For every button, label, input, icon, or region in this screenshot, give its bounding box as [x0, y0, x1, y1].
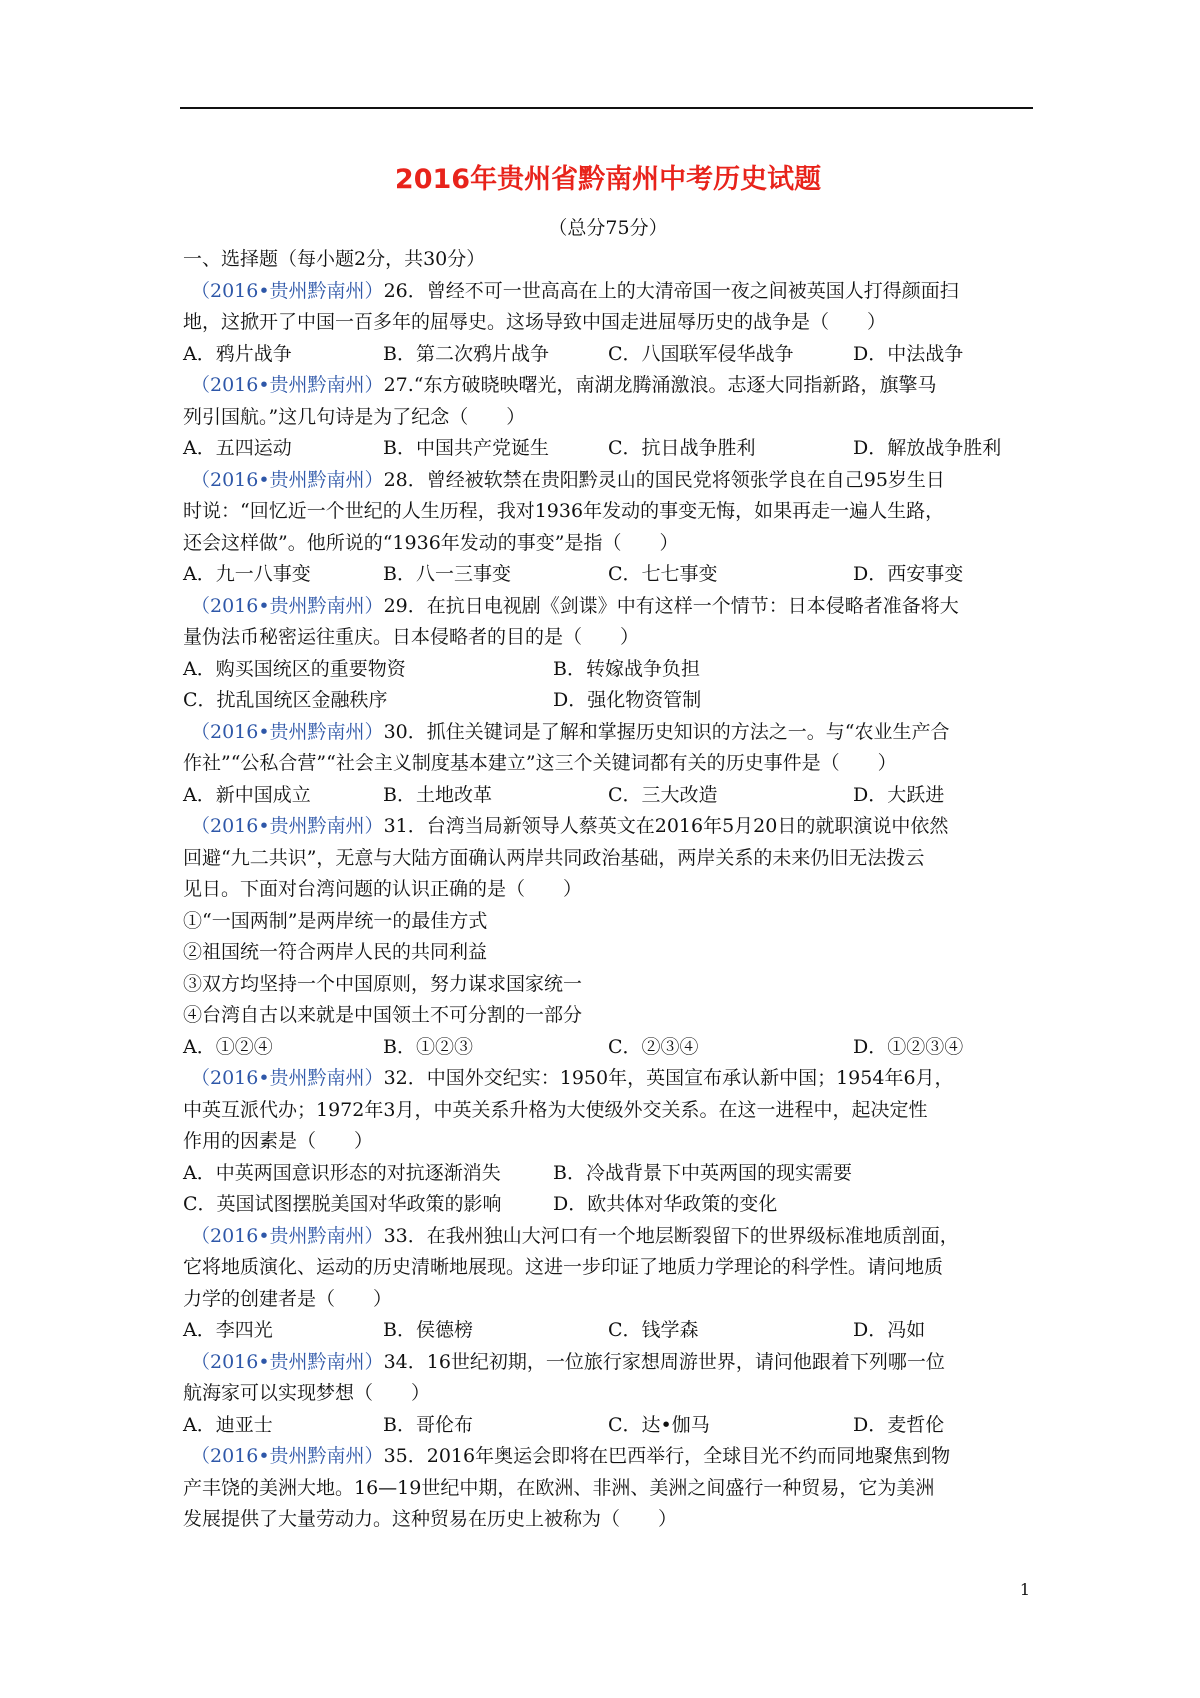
question-text-line	[183, 1126, 1033, 1158]
option-a: A．五四运动	[183, 437, 292, 459]
option-a: A．中英两国意识形态的对抗逐渐消失	[183, 1161, 501, 1184]
option-d: D．西安事变	[853, 563, 964, 585]
question-text-line	[183, 1473, 1033, 1505]
question-26	[183, 276, 1033, 371]
source-tag: （2016•贵州黔南州）	[191, 279, 384, 302]
question-text: 31．台湾当局新领导人蔡英文在2016年5月20日的就职演说中依然	[383, 815, 949, 837]
question-text: 见日。下面对台湾问题的认识正确的是（ ）	[183, 878, 583, 900]
question-text-line	[183, 307, 1033, 339]
question-text-line	[183, 1378, 1033, 1410]
question-text: 量伪法币秘密运往重庆。日本侵略者的目的是（ ）	[183, 626, 640, 648]
option-c: C．抗日战争胜利	[608, 437, 756, 459]
question-stem-line	[183, 370, 1033, 402]
question-text: ①“一国两制”是两岸统一的最佳方式	[183, 909, 488, 932]
option-a: A．迪亚士	[183, 1413, 273, 1436]
option-b: B．哥伦布	[383, 1413, 473, 1436]
question-stem-line	[183, 591, 1033, 623]
question-text: 发展提供了大量劳动力。这种贸易在历史上被称为（ ）	[183, 1508, 678, 1530]
option-c: C．达•伽马	[608, 1413, 710, 1436]
options-row	[183, 1315, 1033, 1347]
option-d: D．欧共体对华政策的变化	[553, 1193, 778, 1215]
question-33	[183, 1221, 1033, 1347]
option-d: D．冯如	[853, 1319, 926, 1341]
option-d: D．强化物资管制	[553, 689, 702, 711]
options-row	[183, 1410, 1033, 1442]
option-b: B．中国共产党诞生	[383, 437, 549, 459]
option-d: D．大跃进	[853, 783, 945, 806]
question-text-line	[183, 1000, 1033, 1032]
question-text: 作社”“公私合营”“社会主义制度基本建立”这三个关键词都有关的历史事件是（ ）	[183, 752, 897, 774]
exam-content	[183, 160, 1033, 1536]
header-rule	[180, 107, 1033, 109]
option-c: C．七七事变	[608, 563, 718, 585]
question-stem-line	[183, 1441, 1033, 1473]
source-tag: （2016•贵州黔南州）	[191, 1067, 384, 1089]
option-b: B．侯德榜	[383, 1319, 473, 1341]
question-text-line	[183, 528, 1033, 560]
option-b: B．①②③	[383, 1035, 473, 1058]
option-b: B．八一三事变	[383, 563, 511, 585]
question-text: 34．16世纪初期，一位旅行家想周游世界，请问他跟着下列哪一位	[383, 1350, 945, 1373]
question-29	[183, 591, 1033, 717]
question-text: 28．曾经被软禁在贵阳黔灵山的国民党将领张学良在自己95岁生日	[383, 468, 945, 491]
question-stem-line	[183, 1221, 1033, 1253]
question-text-line	[183, 937, 1033, 969]
question-stem-line	[183, 276, 1033, 308]
question-text: 29．在抗日电视剧《剑谍》中有这样一个情节：日本侵略者准备将大	[383, 594, 959, 617]
question-text-line	[183, 906, 1033, 938]
options-row	[183, 1032, 1033, 1064]
question-text: 回避“九二共识”，无意与大陆方面确认两岸共同政治基础，两岸关系的未来仍旧无法拨云	[183, 846, 925, 869]
question-text-line	[183, 1284, 1033, 1316]
option-c: C．八国联军侵华战争	[608, 342, 794, 365]
question-text: 它将地质演化、运动的历史清晰地展现。这进一步印证了地质力学理论的科学性。请问地质	[183, 1256, 944, 1278]
question-text: 33．在我州独山大河口有一个地层断裂留下的世界级标准地质剖面，	[383, 1224, 959, 1247]
source-tag: （2016•贵州黔南州）	[191, 1350, 384, 1373]
question-text: 32．中国外交纪实：1950年，英国宣布承认新中国；1954年6月，	[383, 1067, 954, 1089]
option-a: A．新中国成立	[183, 783, 311, 806]
question-text-line	[183, 496, 1033, 528]
option-c: C．钱学森	[608, 1319, 699, 1341]
question-text: ③双方均坚持一个中国原则，努力谋求国家统一	[183, 972, 583, 995]
option-a: A．①②④	[183, 1035, 273, 1058]
section-heading: 一、选择题（每小题2分，共30分）	[183, 248, 486, 270]
question-text: 30．抓住关键词是了解和掌握历史知识的方法之一。与“农业生产合	[383, 720, 950, 743]
options-row	[183, 654, 1033, 686]
question-stem-line	[183, 1347, 1033, 1379]
question-31	[183, 811, 1033, 1063]
option-d: D．解放战争胜利	[853, 437, 1002, 459]
option-c: C．英国试图摆脱美国对华政策的影响	[183, 1193, 502, 1215]
question-text-line	[183, 1095, 1033, 1127]
options-row	[183, 780, 1033, 812]
question-text-line	[183, 843, 1033, 875]
option-b: B．转嫁战争负担	[553, 657, 700, 680]
source-tag: （2016•贵州黔南州）	[191, 1445, 384, 1467]
question-stem-line	[183, 1063, 1033, 1095]
question-text: 航海家可以实现梦想（ ）	[183, 1382, 431, 1404]
question-text-line	[183, 969, 1033, 1001]
option-b: B．冷战背景下中英两国的现实需要	[553, 1161, 852, 1184]
question-text: ②祖国统一符合两岸人民的共同利益	[183, 941, 488, 963]
option-d: D．中法战争	[853, 342, 964, 365]
question-stem-line	[183, 811, 1033, 843]
question-text: 产丰饶的美洲大地。16—19世纪中期，在欧洲、非洲、美洲之间盛行一种贸易，它为美洲	[183, 1476, 935, 1499]
question-text-line	[183, 1504, 1033, 1536]
source-tag: （2016•贵州黔南州）	[191, 1224, 384, 1247]
question-text: 27.“东方破晓映曙光，南湖龙腾涌激浪。志逐大同指新路，旗擎马	[383, 374, 937, 396]
question-text: 作用的因素是（ ）	[183, 1130, 374, 1152]
question-text: 地，这掀开了中国一百多年的屈辱史。这场导致中国走进屈辱历史的战争是（ ）	[183, 311, 887, 333]
question-stem-line	[183, 717, 1033, 749]
question-text: 还会这样做”。他所说的“1936年发动的事变”是指（ ）	[183, 531, 679, 554]
option-d: D．麦哲伦	[853, 1413, 945, 1436]
source-tag: （2016•贵州黔南州）	[191, 815, 384, 837]
question-32	[183, 1063, 1033, 1221]
option-c: C．②③④	[608, 1035, 699, 1058]
source-tag: （2016•贵州黔南州）	[191, 594, 384, 617]
question-text: 35．2016年奥运会即将在巴西举行，全球目光不约而同地聚焦到物	[383, 1445, 951, 1467]
options-row	[183, 1189, 1033, 1221]
question-30	[183, 717, 1033, 812]
question-text: 列引国航。”这几句诗是为了纪念（ ）	[183, 405, 526, 428]
question-27	[183, 370, 1033, 465]
question-text-line	[183, 622, 1033, 654]
question-text: 时说：“回忆近一个世纪的人生历程，我对1936年发动的事变无悔，如果再走一遍人生路，	[183, 500, 945, 522]
option-b: B．第二次鸦片战争	[383, 342, 549, 365]
question-28	[183, 465, 1033, 591]
question-text-line	[183, 874, 1033, 906]
question-text-line	[183, 1252, 1033, 1284]
options-row	[183, 433, 1033, 465]
page-number: 1	[1019, 1580, 1030, 1599]
options-row	[183, 1158, 1033, 1190]
question-35	[183, 1441, 1033, 1536]
question-text-line	[183, 402, 1033, 434]
question-text-line	[183, 748, 1033, 780]
options-row	[183, 685, 1033, 717]
option-a: A．九一八事变	[183, 563, 311, 585]
options-row	[183, 339, 1033, 371]
option-a: A．李四光	[183, 1319, 273, 1341]
source-tag: （2016•贵州黔南州）	[191, 374, 384, 396]
option-c: C．三大改造	[608, 783, 718, 806]
question-text: ④台湾自古以来就是中国领土不可分割的一部分	[183, 1004, 583, 1026]
option-a: A．鸦片战争	[183, 342, 292, 365]
question-text: 26．曾经不可一世高高在上的大清帝国一夜之间被英国人打得颜面扫	[383, 279, 959, 302]
question-list	[183, 276, 1033, 1536]
option-b: B．土地改革	[383, 783, 492, 806]
page-title: 2016年贵州省黔南州中考历史试题	[394, 164, 822, 195]
question-text: 力学的创建者是（ ）	[183, 1287, 393, 1310]
question-34	[183, 1347, 1033, 1442]
source-tag: （2016•贵州黔南州）	[191, 468, 384, 491]
question-text: 中英互派代办；1972年3月，中英关系升格为大使级外交关系。在这一进程中，起决定性	[183, 1098, 928, 1121]
option-d: D．①②③④	[853, 1035, 964, 1058]
option-c: C．扰乱国统区金融秩序	[183, 689, 388, 711]
options-row	[183, 559, 1033, 591]
option-a: A．购买国统区的重要物资	[183, 657, 406, 680]
total-score: （总分75分）	[548, 217, 668, 239]
question-stem-line	[183, 465, 1033, 497]
source-tag: （2016•贵州黔南州）	[191, 720, 384, 743]
